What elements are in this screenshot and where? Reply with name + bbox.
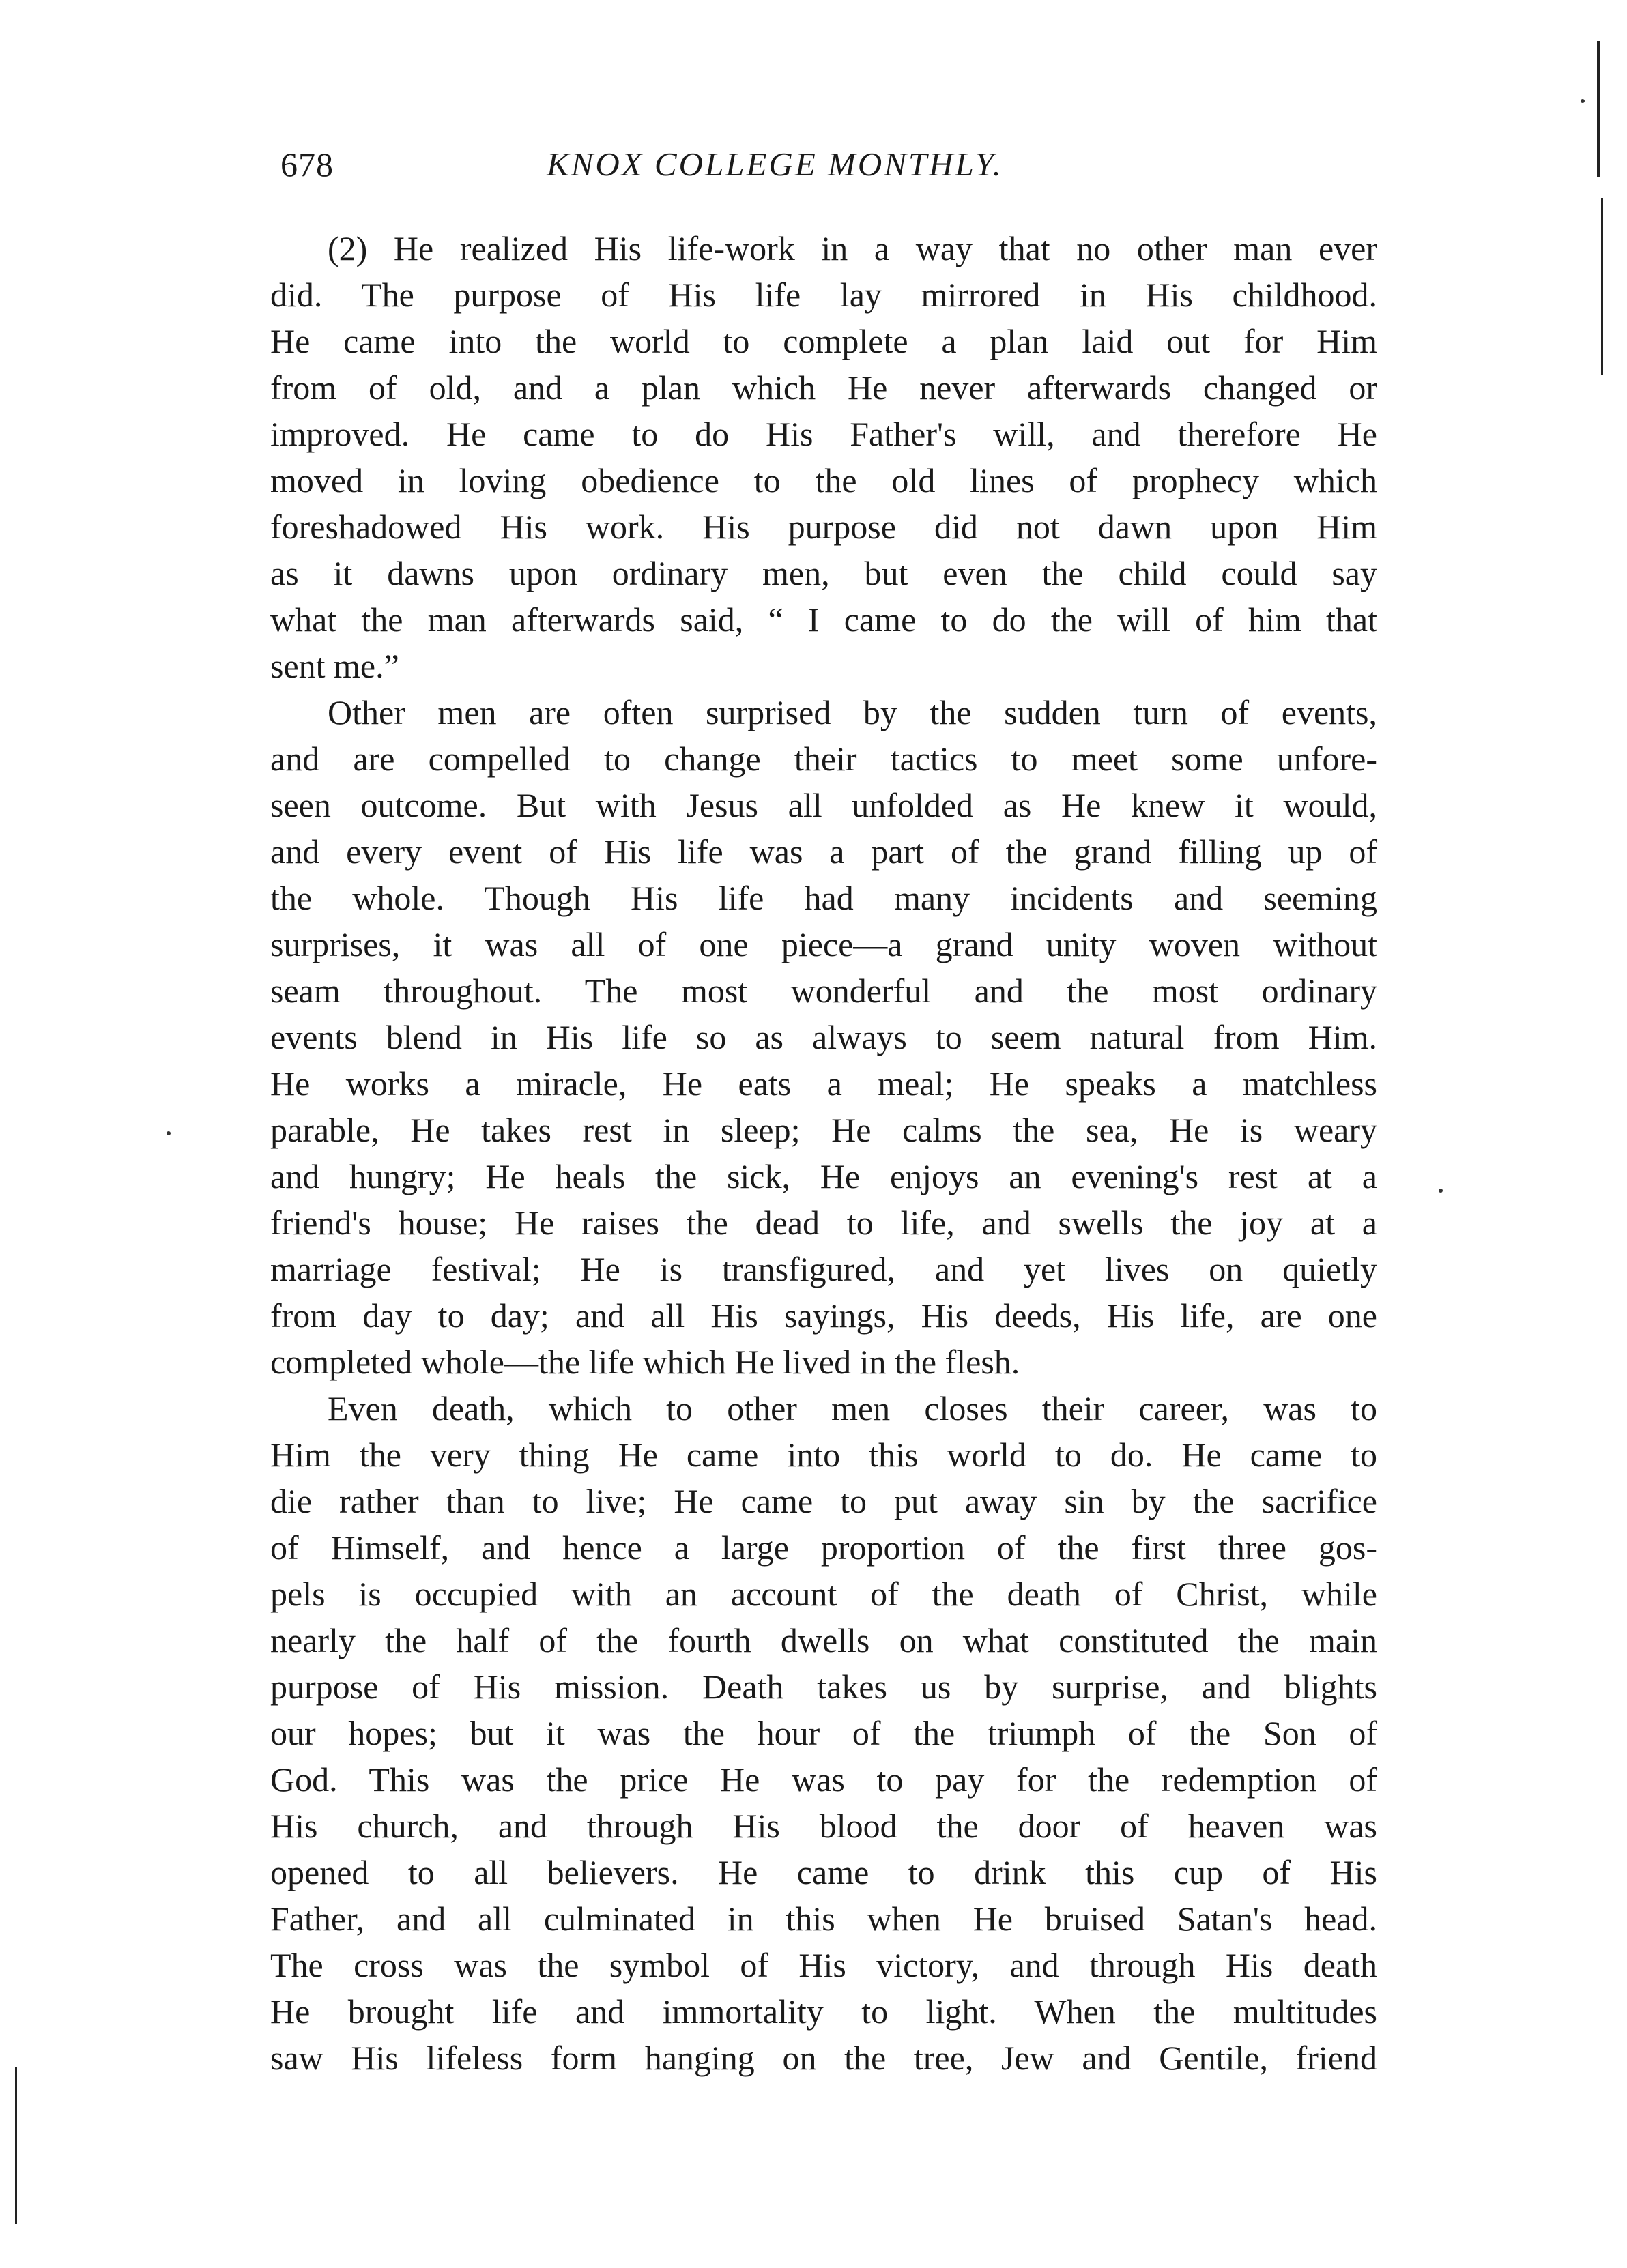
- paragraph-1: [270, 225, 1377, 689]
- text-line: Other men are often surprised by the sudden turn of events,: [328, 693, 1377, 731]
- text-line: as it dawns upon ordinary men, but even the child could say: [270, 554, 1377, 592]
- text-line: seen outcome. But with Jesus all unfolded as He knew it would,: [270, 786, 1377, 824]
- text-line: completed whole—the life which He lived in the flesh.: [270, 1343, 1020, 1381]
- text-line: His church, and through His blood the door of heaven was: [270, 1807, 1377, 1845]
- text-line: He works a miracle, He eats a meal; He speaks a matchless: [270, 1064, 1377, 1103]
- text-line: Even death, which to other men closes their career, was to: [328, 1389, 1377, 1427]
- text-line: die rather than to live; He came to put away sin by the sacrifice: [270, 1482, 1377, 1520]
- text-line: pels is occupied with an account of the death of Christ, while: [270, 1575, 1377, 1613]
- scan-dot: [1581, 99, 1585, 103]
- text-line: seam throughout. The most wonderful and the most ordinary: [270, 972, 1377, 1010]
- text-line: and every event of His life was a part of the grand filling up of: [270, 832, 1377, 871]
- text-line: He came into the world to complete a plan laid out for Him: [270, 322, 1377, 360]
- text-line: marriage festival; He is transfigured, and yet lives on quietly: [270, 1250, 1377, 1288]
- text-line: saw His lifeless form hanging on the tree, Jew and Gentile, friend: [270, 2039, 1377, 2077]
- page-header: [280, 145, 1372, 199]
- text-line: from of old, and a plan which He never afterwards changed or: [270, 368, 1377, 407]
- text-line: Father, and all culminated in this when He bruised Satan's head.: [270, 1900, 1377, 1938]
- scan-dot: [167, 1131, 171, 1135]
- text-line: friend's house; He raises the dead to life, and swells the joy at a: [270, 1204, 1377, 1242]
- text-line: opened to all believers. He came to drink this cup of His: [270, 1853, 1377, 1891]
- text-line: He brought life and immortality to light. When the multitudes: [270, 1992, 1377, 2031]
- text-line: moved in loving obedience to the old lines of prophecy which: [270, 461, 1377, 499]
- text-line: sent me.”: [270, 647, 399, 685]
- scan-edge-mark-bottom-left: [15, 2067, 17, 2224]
- scan-edge-mark-right: [1601, 198, 1603, 375]
- text-line: The cross was the symbol of His victory, and through His death: [270, 1946, 1377, 1984]
- text-line: events blend in His life so as always to seem natural from Him.: [270, 1018, 1377, 1056]
- text-line: from day to day; and all His sayings, His deeds, His life, are one: [270, 1296, 1377, 1335]
- body-text: [270, 225, 1377, 2081]
- text-line: parable, He takes rest in sleep; He calms the sea, He is weary: [270, 1111, 1377, 1149]
- scan-dot: [1439, 1189, 1443, 1193]
- text-line: foreshadowed His work. His purpose did not dawn upon Him: [270, 508, 1377, 546]
- scan-edge-mark-top-right: [1597, 41, 1600, 177]
- text-line: our hopes; but it was the hour of the triumph of the Son of: [270, 1714, 1377, 1752]
- text-line: of Himself, and hence a large proportion of the first three gos-: [270, 1528, 1377, 1567]
- paragraph-2: [270, 689, 1377, 1385]
- paragraph-3: [270, 1385, 1377, 2081]
- text-line: nearly the half of the fourth dwells on what constituted the main: [270, 1621, 1377, 1659]
- text-line: (2) He realized His life-work in a way that no other man ever: [328, 229, 1377, 267]
- text-line: improved. He came to do His Father's will, and therefore He: [270, 415, 1377, 453]
- text-line: surprises, it was all of one piece—a grand unity woven without: [270, 925, 1377, 963]
- text-line: God. This was the price He was to pay for the redemption of: [270, 1760, 1377, 1799]
- text-line: the whole. Though His life had many incidents and seeming: [270, 879, 1377, 917]
- text-line: did. The purpose of His life lay mirrored in His childhood.: [270, 276, 1377, 314]
- page-number: 678: [280, 145, 334, 184]
- text-line: what the man afterwards said, “ I came to do the will of him that: [270, 600, 1377, 639]
- text-line: and hungry; He heals the sick, He enjoys an evening's rest at a: [270, 1157, 1377, 1195]
- running-title: KNOX COLLEGE MONTHLY.: [547, 145, 1003, 183]
- text-line: Him the very thing He came into this world to do. He came to: [270, 1436, 1377, 1474]
- text-line: purpose of His mission. Death takes us by surprise, and blights: [270, 1668, 1377, 1706]
- text-line: and are compelled to change their tactics to meet some unfore-: [270, 740, 1377, 778]
